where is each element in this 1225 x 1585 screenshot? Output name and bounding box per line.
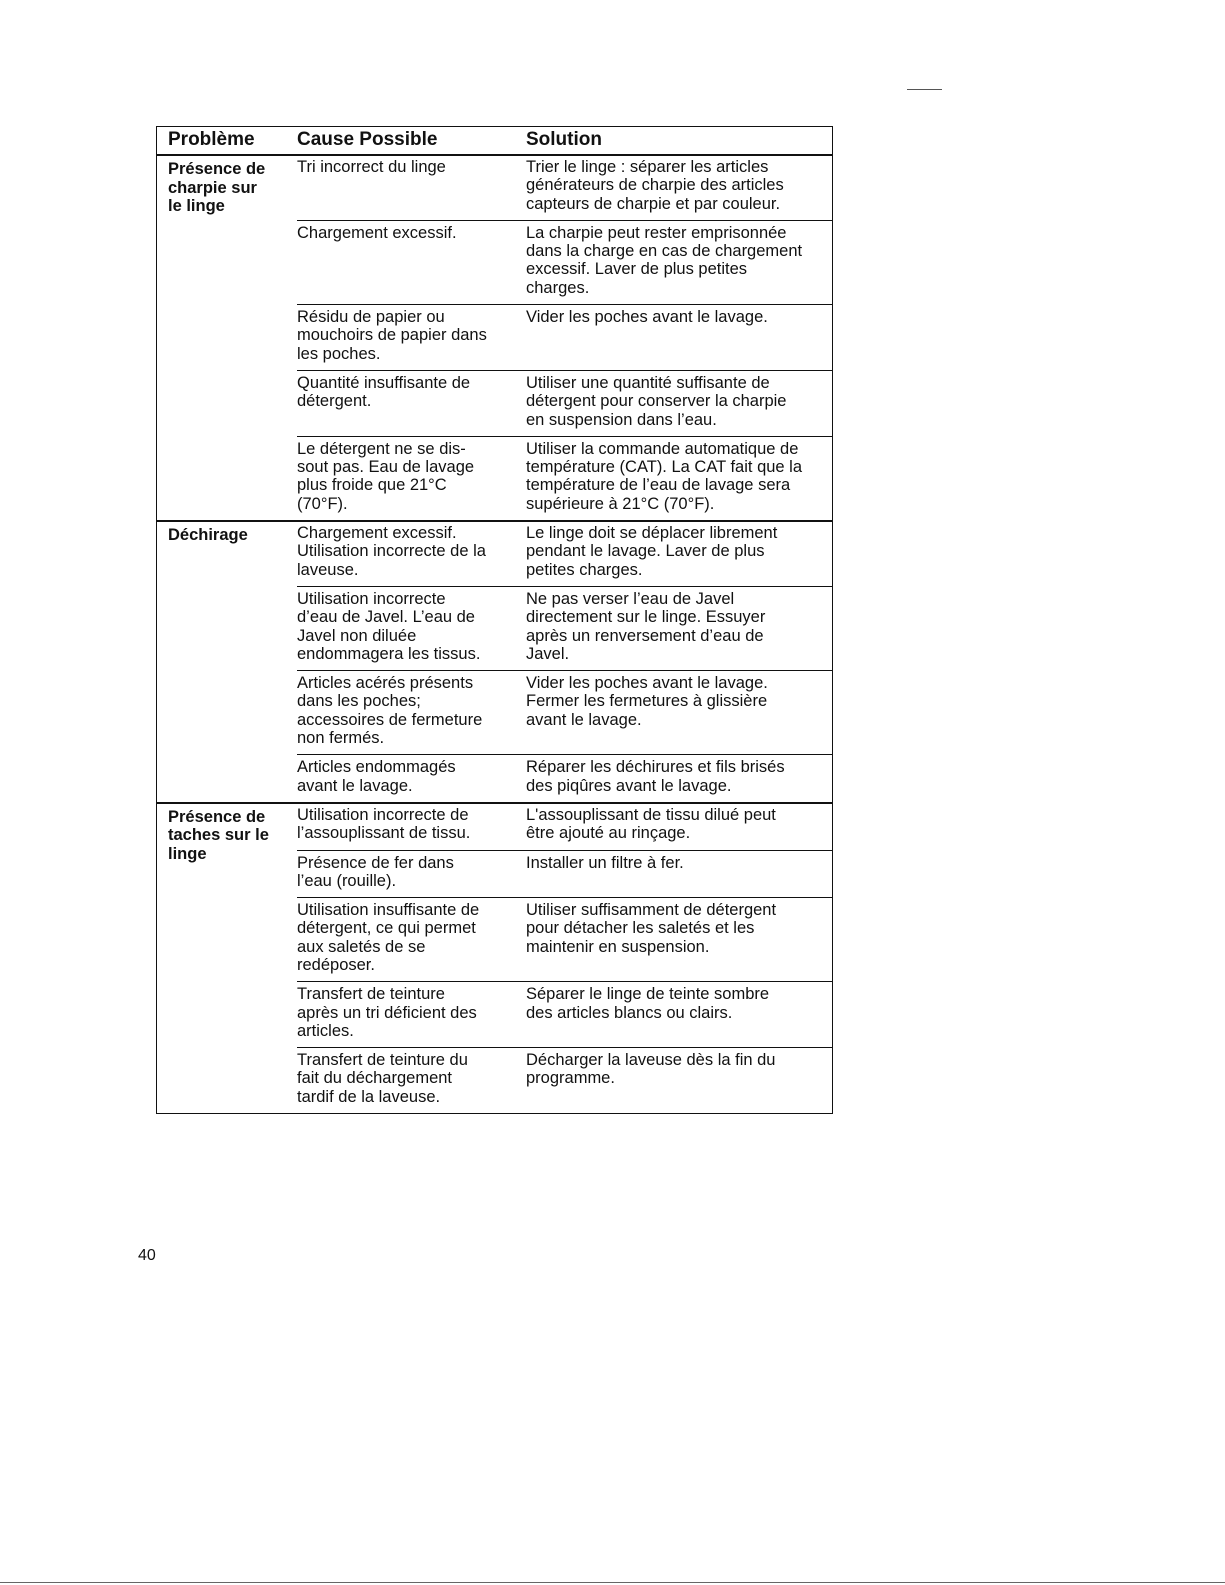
solution-cell: L'assouplissant de tissu dilué peut être ajouté au rinçage. xyxy=(526,805,776,843)
solution-cell: Utiliser suffisamment de détergent pour détacher les saletés et les maintenir en suspension. xyxy=(526,901,777,956)
table-row xyxy=(297,670,832,754)
cause-cell: Utilisation incorrecte d’eau de Javel. L’eau de Javel non diluée endommagera les tissus. xyxy=(297,589,481,663)
problem-label: Présence de charpie sur le linge xyxy=(168,160,266,215)
cause-cell: Le détergent ne se dis- sout pas. Eau de lavage plus froide que 21°C (70°F). xyxy=(297,439,475,513)
table-header xyxy=(157,127,832,156)
table-row xyxy=(297,370,832,436)
cause-cell: Résidu de papier ou mouchoirs de papier dans les poches. xyxy=(297,308,487,363)
table-row xyxy=(297,981,832,1047)
table-row xyxy=(297,586,832,670)
solution-cell: Trier le linge : séparer les articles générateurs de charpie des articles capteurs de charpie et par couleur. xyxy=(526,158,784,213)
solution-cell: Séparer le linge de teinte sombre des articles blancs ou clairs. xyxy=(526,985,770,1022)
solution-cell: Installer un filtre à fer. xyxy=(526,853,684,872)
problem-label: Présence de taches sur le linge xyxy=(168,807,269,863)
troubleshooting-table xyxy=(156,126,833,1114)
problem-label: Déchirage xyxy=(168,526,248,545)
cause-cell: Tri incorrect du linge xyxy=(297,158,446,176)
table-row xyxy=(297,304,832,370)
solution-cell: Utiliser la commande automatique de température (CAT). La CAT fait que la température de l’eau de lavage sera supérieure à 21°C (70°F). xyxy=(526,439,803,513)
cause-cell: Chargement excessif. Utilisation incorrecte de la laveuse. xyxy=(297,524,486,579)
header-problem: Problème xyxy=(168,129,255,150)
header-rule xyxy=(907,89,942,90)
page-number: 40 xyxy=(138,1247,156,1264)
table-row xyxy=(297,436,832,520)
header-cause: Cause Possible xyxy=(297,129,438,150)
cause-cell: Articles endommagés avant le lavage. xyxy=(297,758,456,795)
table-row xyxy=(297,754,832,802)
cause-cell: Quantité insuffisante de détergent. xyxy=(297,373,471,411)
solution-cell: Vider les poches avant le lavage. xyxy=(526,308,768,327)
problem-group-lint xyxy=(157,156,832,520)
table-row xyxy=(297,220,832,304)
solution-cell: Réparer les déchirures et fils brisés des piqûres avant le lavage. xyxy=(526,758,785,795)
solution-cell: Décharger la laveuse dès la fin du programme. xyxy=(526,1051,776,1088)
solution-cell: Le linge doit se déplacer librement pendant le lavage. Laver de plus petites charges. xyxy=(526,524,778,579)
table-row xyxy=(297,897,832,981)
table-row xyxy=(297,1047,832,1113)
solution-cell: Utiliser une quantité suffisante de détergent pour conserver la charpie en suspension dans l’eau. xyxy=(526,373,787,429)
table-row xyxy=(297,850,832,898)
table-row xyxy=(297,804,832,850)
table-row xyxy=(297,522,832,586)
cause-cell: Transfert de teinture après un tri déficient des articles. xyxy=(297,985,477,1040)
page-edge-rule xyxy=(0,1582,1225,1583)
cause-cell: Transfert de teinture du fait du déchargement tardif de la laveuse. xyxy=(297,1051,468,1106)
header-solution: Solution xyxy=(526,129,602,150)
cause-cell: Chargement excessif. xyxy=(297,223,457,242)
solution-cell: La charpie peut rester emprisonnée dans la charge en cas de chargement excessif. Laver de plus petites charges. xyxy=(526,223,803,297)
cause-cell: Utilisation insuffisante de détergent, ce qui permet aux saletés de se redéposer. xyxy=(297,901,480,974)
table-row xyxy=(297,156,832,220)
solution-cell: Ne pas verser l’eau de Javel directement sur le linge. Essuyer après un renversement d’eau de Javel. xyxy=(526,589,766,663)
cause-cell: Articles acérés présents dans les poches; accessoires de fermeture non fermés. xyxy=(297,674,483,748)
problem-group-tearing xyxy=(157,520,832,802)
solution-cell: Vider les poches avant le lavage. Fermer les fermetures à glissière avant le lavage. xyxy=(526,674,768,729)
cause-cell: Présence de fer dans l’eau (rouille). xyxy=(297,853,454,890)
cause-cell: Utilisation incorrecte de l’assouplissant de tissu. xyxy=(297,805,471,843)
problem-group-stains xyxy=(157,802,832,1113)
